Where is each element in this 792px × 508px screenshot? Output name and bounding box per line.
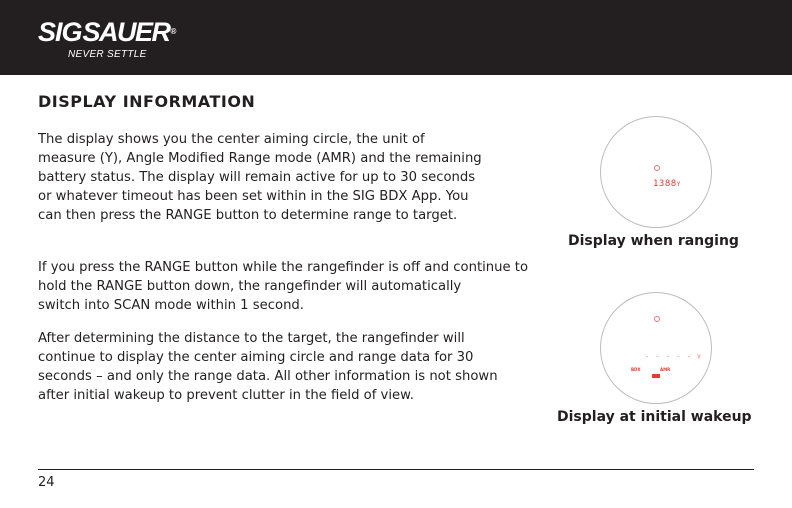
range-placeholder <box>645 353 702 361</box>
paragraph-line: battery status. The display will remain active for up to 30 seconds <box>38 170 476 185</box>
paragraph-scan-mode <box>38 258 528 315</box>
registered-mark: ® <box>170 27 175 36</box>
range-dashes: - - - - - <box>645 353 692 361</box>
paragraph-range-data <box>38 329 498 405</box>
range-value: 1388 <box>653 179 677 189</box>
paragraph-line: switch into SCAN mode within 1 second. <box>38 298 304 313</box>
amr-indicator: AMR <box>660 367 671 372</box>
wakeup-unit: Y <box>697 354 702 361</box>
range-unit: Y <box>676 181 681 188</box>
logo-sig: SIG <box>38 17 82 47</box>
paragraph-line: The display shows you the center aiming circle, the unit of <box>38 132 425 147</box>
paragraph-line: After determining the distance to the target, the rangefinder will <box>38 331 465 346</box>
paragraph-line: after initial wakeup to prevent clutter in the field of view. <box>38 388 414 403</box>
ranging-display-figure <box>600 116 712 228</box>
page-number: 24 <box>38 475 55 490</box>
page-header <box>0 0 792 75</box>
aiming-circle-icon <box>654 165 660 171</box>
ranging-caption: Display when ranging <box>568 233 739 249</box>
aiming-circle-icon <box>654 316 660 322</box>
section-title: DISPLAY INFORMATION <box>38 92 256 111</box>
paragraph-line: seconds – and only the range data. All other information is not shown <box>38 369 498 384</box>
bdx-indicator: BDX <box>631 367 641 372</box>
paragraph-line: continue to display the center aiming circle and range data for 30 <box>38 350 474 365</box>
paragraph-line: If you press the RANGE button while the rangefinder is off and continue to <box>38 260 529 275</box>
wakeup-caption: Display at initial wakeup <box>557 409 752 425</box>
range-readout <box>653 179 681 189</box>
paragraph-line: or whatever timeout has been set within in the SIG BDX App. You <box>38 189 469 204</box>
sig-sauer-logo <box>38 17 175 60</box>
logo-wordmark <box>38 18 175 46</box>
footer-divider <box>38 469 754 470</box>
battery-icon <box>652 374 660 378</box>
paragraph-line: measure (Y), Angle Modified Range mode (AMR) and the remaining <box>38 151 482 166</box>
paragraph-line: can then press the RANGE button to determine range to target. <box>38 208 458 223</box>
paragraph-display-overview <box>38 130 482 225</box>
logo-sauer: SAUER <box>82 17 170 47</box>
paragraph-line: hold the RANGE button down, the rangefinder will automatically <box>38 279 462 294</box>
wakeup-display-figure <box>600 292 712 404</box>
logo-tagline: NEVER SETTLE <box>68 49 147 60</box>
